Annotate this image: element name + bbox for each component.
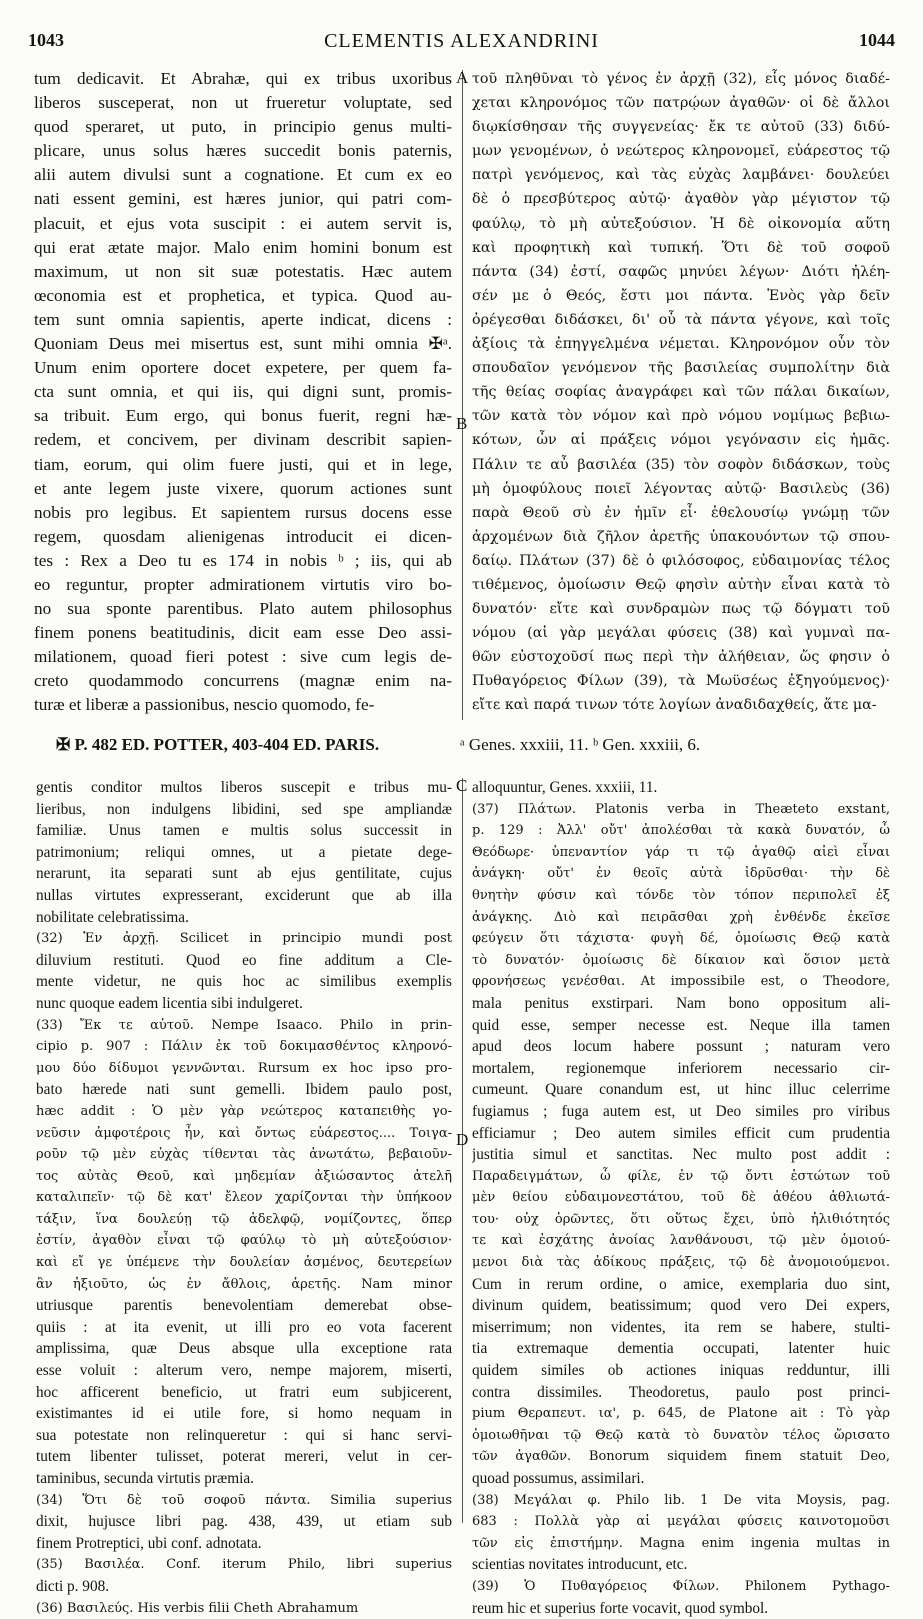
latin-text-line: tum dedicavit. Et Abrahæ, qui ex tribus uxoribus: [34, 69, 452, 88]
note-line: diluvium restituti. Quod eo fine additum a Cle-: [36, 951, 452, 969]
note-line: (38) Μεγάλαι φ. Philo lib. 1 De vita Moysis, pag.: [472, 1492, 890, 1508]
note-line: μου δύο δίδυμοι γεννῶνται. Rursum ex hoc ipso pro-: [36, 1060, 452, 1076]
note-line: utriusque parentis benevolentiam demerebat obse-: [36, 1297, 452, 1315]
latin-text-line: turæ et liberæ a passionibus, nescio quomodo, fe-: [34, 695, 375, 715]
greek-text-line: τιθέμενος, ὁμοίωσιν Θεῷ φησὶν αὐτὴν εἶναι κατὰ τὸ: [472, 576, 890, 593]
note-line: καὶ εἴ γε ὑπέμενε τὴν δουλείαν ἀσμένος, δευτερείων: [36, 1255, 452, 1271]
latin-text-line: tem sunt omnia sapientis, aperte indicat, dicens :: [34, 309, 452, 329]
note-line: nunc quoque eadem licentia sibi indulgeret.: [36, 994, 303, 1012]
note-line: nobilitate celebratissima.: [36, 908, 189, 926]
note-line: familiæ. Unus tamen e multis solus successit in: [36, 822, 452, 840]
greek-text-line: Πυθαγόρειος Φίλων (39), τὰ Μωϋσέως ἐξηγούμενος)·: [472, 673, 890, 690]
margin-marker-c: C: [456, 776, 468, 795]
latin-text-line: creto quodammodo concurrens (magnæ enim na-: [34, 671, 452, 691]
latin-text-line: qui erat ætate major. Malo enim homini bonum est: [34, 237, 452, 257]
latin-text-line: Quoniam Deus mei misertus est, sunt mihi omnia ✠ᵃ.: [34, 334, 452, 354]
note-line: καταλιπεῖν· τῷ δὲ κατ' ἔλεον χαρίζονται τὴν ὑπήκοον: [36, 1190, 452, 1206]
note-line: dixit, hujusce libri pag. 438, 439, ut etiam sub: [36, 1513, 452, 1531]
latin-text-line: plicare, unus solus hæres succedit bonis paternis,: [34, 141, 452, 161]
note-line: (33) Ἔκ τε αὐτοῦ. Nempe Isaaco. Philo in prin-: [36, 1017, 452, 1033]
note-line: miserrimum; non videntes, ita rem se habere, stulti-: [472, 1318, 890, 1336]
note-line: cipio p. 907 : Πάλιν ἐκ τοῦ δοκιμασθέντος κληρονό-: [36, 1039, 452, 1055]
note-line: alloquuntur, Genes. xxxiii, 11.: [472, 779, 658, 796]
note-line: gentis conditor multos liberos suscepit e tribus mu-: [36, 779, 452, 796]
greek-text-line: χεται κληρονόμος τῶν πατρῴων ἀγαθῶν· οἱ δὲ ἄλλοι: [472, 95, 890, 112]
latin-text-line: redem, et concivem, per divinam describit sapien-: [34, 430, 452, 450]
greek-text-line: φαύλῳ, τὸ μὴ αὐτεξούσιον. Ἡ δὲ οἰκονομία αὕτη: [472, 215, 890, 232]
note-line: (39) Ὁ Πυθαγόρειος Φίλων. Philonem Pythago-: [472, 1578, 890, 1594]
latin-text-line: et ante legem juste vixere, quorum actiones sunt: [34, 478, 452, 498]
greek-text-line: σέν με ὁ Θεός, ἔστι μοι πάντα. Ἑνὸς γὰρ δεῖν: [472, 287, 890, 304]
edition-reference: ✠ P. 482 ED. POTTER, 403-404 ED. PARIS.: [56, 735, 380, 754]
note-line: contra dissimiles. Theodoretus, paulo post princi-: [472, 1383, 890, 1401]
note-line: φρονήσεως γενέσθαι. At impossibile est, o Theodore,: [472, 974, 890, 990]
note-line: ὁμοιωθῆναι τῷ Θεῷ κατὰ τὸ δυνατὸν τέλος ὥρισατο: [472, 1427, 890, 1443]
note-line: hoc afficerent beneficio, ut fratri eum subjicerent,: [36, 1383, 452, 1401]
lower-column-divider: [462, 778, 463, 1523]
note-line: quid esse, semper necesse est. Neque illa tamen: [472, 1016, 890, 1034]
latin-text-line: tes : Rex a Deo tu es 174 in nobis ᵇ ; iis, qui ab: [34, 550, 452, 570]
greek-text-line: μων γενομένων, ὁ νεώτερος κληρονομεῖ, εὐάρεστος τῷ: [472, 143, 890, 160]
latin-text-line: finem ponens beatitudinis, dicit eam esse Deo assi-: [34, 623, 452, 643]
note-line: φεύγειν ὅτι τάχιστα· φυγὴ δέ, ὁμοίωσις Θεῷ κατὰ: [472, 931, 890, 947]
latin-translation-column: [34, 67, 452, 718]
greek-text-line: κότων, ὧν αἱ πράξεις νόμοι γεγόνασιν εἰς ἡμᾶς.: [472, 432, 890, 449]
latin-text-line: maximum, ut non sit suæ potestatis. Hæc autem: [34, 261, 452, 281]
greek-text-line: μὴ ὁμοφύλους ποιεῖ λέγοντας αὐτῷ· Βασιλεὺς (36): [472, 480, 890, 497]
note-line: του· οὐχ ὁρῶντες, ὅτι οὕτως ἔχει, ὑπὸ ἠλιθιότητός: [472, 1211, 890, 1227]
margin-marker-b: B: [456, 414, 468, 433]
note-line: justitia simul et sanctitas. Nec multo post addit :: [472, 1146, 890, 1164]
note-line: θνητὴν φύσιν καὶ τόνδε τὸν τόπον περιπολεῖ ἐξ: [472, 887, 890, 903]
note-line: τος αὐτὰς Θεοῦ, καὶ μηδεμίαν ἀξιώσαντος ἀτελῆ: [36, 1168, 452, 1184]
note-line: νεῦσιν ἀμφοτέροις ἦν, καὶ ὄντως εὐάρεστος.... Τοιγα-: [36, 1125, 452, 1141]
edition-footnote-bar: [40, 735, 883, 765]
note-line: Θεόδωρε· ὑπεναντίον γάρ τι τῷ ἀγαθῷ αἰεὶ εἶναι: [472, 844, 890, 860]
note-line: efficiamur ; Deo autem similes efficit cum prudentia: [472, 1124, 890, 1142]
note-line: p. 129 : Ἀλλ' οὔτ' ἀπολέσθαι τὰ κακὰ δυνατόν, ὦ: [472, 823, 890, 839]
note-line: nullas virtutes expresserant, exciderunt que ab illa: [36, 886, 452, 904]
note-line: 683 : Πολλὰ γὰρ αἱ μεγάλαι φύσεις καινοτομοῦσι: [472, 1514, 890, 1530]
greek-text-line: τοῦ πληθῦναι τὸ γένος ἐν ἀρχῇ (32), εἷς μόνος διαδέ-: [472, 71, 890, 87]
note-line: μὲν θείου εὐδαιμονεστάτου, τοῦ δὲ ἀθέου ἀθλιωτά-: [472, 1190, 890, 1206]
note-line: lieribus, non indulgens libidini, sed spe ampliandæ: [36, 800, 452, 818]
latin-text-line: eo reguntur, propter admirationem virtutis viro bo-: [34, 574, 452, 594]
note-line: pium Θεραπευτ. ια', p. 645, de Platone ait : Τὸ γὰρ: [472, 1406, 890, 1422]
note-line: hæc addit : Ὁ μὲν γὰρ νεώτερος καταπειθὴς γο-: [36, 1103, 452, 1119]
note-line: cumeunt. Quare conandum est, ut hinc illuc celerrime: [472, 1081, 890, 1099]
upper-column-divider: [462, 70, 463, 720]
note-line: divinum quidem, beatissimum; quod vero Dei expers,: [472, 1297, 890, 1315]
note-line: tia extremaque dementia occupati, latenter huic: [472, 1340, 890, 1358]
note-line: ροῦν τῷ μὲν εὐχὰς τίθενται τὰς ἀνωτάτω, βεβαιοῦν-: [36, 1147, 452, 1163]
note-line: τάξιν, ἵνα δουλεύῃ τῷ ἀδελφῷ, νομίζοντες, ὅπερ: [36, 1211, 452, 1227]
latin-text-line: sa tribuit. Eum ergo, qui bonus fuerit, regni hæ-: [34, 406, 452, 426]
greek-text-line: Πάλιν τε αὖ βασιλέα (35) τὸν σοφὸν διδάσκων, τοὺς: [472, 456, 890, 473]
note-line: nerarunt, ita separati sunt ab ejus gentilitate, cujus: [36, 865, 452, 883]
greek-text-line: δὲ ὁ πρεσβύτερος αὐτῷ· ἀγαθὸν γὰρ μέγιστον τῷ: [472, 191, 890, 208]
greek-text-line: τῶν κατὰ τὸν νόμον καὶ πρὸ νόμου νομίμως βεβιω-: [472, 408, 890, 425]
greek-text-line: σπουδαῖον γενόμενον τῆς βασιλείας συμπολίτην διὰ: [472, 360, 890, 377]
greek-text-line: εἴτε καὶ παρά τινων τότε λογίων ἀναδιδαχθείς, ἅτε μα-: [472, 697, 877, 714]
running-title: CLEMENTIS ALEXANDRINI: [324, 30, 599, 52]
latin-text-line: nati essent gemini, est hæres junior, qui patri com-: [34, 189, 452, 209]
latin-text-line: cta sunt omnia, et qui iis, qui digni sunt, promis-: [34, 382, 452, 402]
note-line: dicti p. 908.: [36, 1577, 110, 1595]
greek-text-column: [472, 67, 890, 718]
greek-text-line: διῳκίσθησαν τῆς συγγενείας· ἔκ τε αὐτοῦ (33) διδύ-: [472, 119, 890, 136]
latin-text-line: placuit, et ejus vota suscipit : ei autem servit is,: [34, 213, 452, 233]
note-line: (32) Ἐν ἀρχῇ. Scilicet in principio mundi post: [36, 931, 452, 947]
scripture-references: ᵃ Genes. xxxiii, 11. ᵇ Gen. xxxiii, 6.: [460, 735, 701, 754]
page-header: [20, 30, 903, 62]
note-line: amplissima, quæ Deus absque ulla exceptione rata: [36, 1340, 452, 1358]
greek-text-line: πατρὶ γενόμενος, καὶ τὰς εὐχὰς λαμβάνει· δουλεύει: [472, 167, 890, 184]
latin-text-line: nobis pro legibus. Et sapientem rursus docens esse: [34, 502, 452, 522]
margin-marker-a: A: [456, 68, 469, 87]
latin-text-line: milationem, quoad fieri potest : sive cum legis de-: [34, 647, 452, 667]
greek-text-line: ἀξίοις τὰ ἐπηγγελμένα νέμεται. Κληρονόμον οὖν τὸν: [472, 336, 890, 353]
latin-text-line: liberos susceperat, non ut frueretur voluptate, sed: [34, 93, 452, 113]
note-line: finem Protreptici, ubi conf. adnotata.: [36, 1534, 262, 1552]
latin-text-line: quod speraret, ut puto, in principio genus multi-: [34, 117, 452, 137]
note-line: ἀνάγκη· οὔτ' ἐν θεοῖς αὐτὰ ἱδρῦσθαι· τὴν δὲ: [472, 866, 890, 882]
greek-text-line: ὀρέγεσθαι διδάσκει, δι' οὗ τὰ πάντα γέγονε, καὶ τοῖς: [472, 311, 890, 328]
note-line: τε καὶ ἐσχάτης ἀνοίας λανθάνουσι, τῷ μὲν ὁμοιού-: [472, 1233, 890, 1249]
greek-text-line: παρὰ Θεοῦ σὺ ἐν ἡμῖν εἶ· ἐθελουσίῳ γνώμῃ τῶν: [472, 504, 890, 521]
latin-text-line: œconomia est et prophetica, et typica. Quod au-: [34, 285, 452, 305]
note-line: ἀνάγκης. Διὸ καὶ πειρᾶσθαι χρὴ ἐνθένδε ἐκεῖσε: [472, 909, 890, 925]
note-line: (37) Πλάτων. Platonis verba in Theæteto exstant,: [472, 801, 890, 817]
notes-right-column: [472, 777, 890, 1619]
note-line: (34) Ὅτι δὲ τοῦ σοφοῦ πάντα. Similia superius: [36, 1492, 452, 1508]
note-line: Cum in rerum ordine, o amice, exemplaria duo sint,: [472, 1275, 890, 1293]
latin-text-line: alii autem divulsi sunt a cognatione. Et cum ex eo: [34, 165, 452, 185]
latin-text-line: Unum enim oportere docet expetere, per quem fa-: [34, 358, 452, 378]
note-line: quiis : at ita evenit, ut illi pro eo vota facerent: [36, 1318, 452, 1336]
note-line: ἂν ἠξιοῦτο, ὡς ἐν ἄθλοις, ἀρετῆς. Nam minor: [36, 1276, 452, 1292]
note-line: bato hærede nati sunt gemelli. Ibidem paulo post,: [36, 1081, 452, 1099]
note-line: (36) Βασιλεύς. His verbis filii Cheth Abrahamum: [36, 1600, 359, 1616]
note-line: ἐστίν, ἀγαθὸν εἶναι τῷ φαύλῳ τὸ μὴ αὐτεξούσιον·: [36, 1233, 452, 1249]
note-line: Παραδειγμάτων, ὦ φίλε, ἐν τῷ ὄντι ἑστώτων τοῦ: [472, 1168, 890, 1184]
note-line: tutem libenter tulisset, poterat mereri, velut in cer-: [36, 1448, 452, 1466]
note-line: τῶν ἀγαθῶν. Bonorum siquidem finem statuit Deo,: [472, 1449, 890, 1465]
greek-text-line: δαίῳ. Πλάτων (37) δὲ ὁ φιλόσοφος, εὐδαιμονίας τέλος: [472, 552, 890, 569]
notes-left-column: [36, 777, 452, 1619]
note-line: quidem similes ob actiones iniquas redduntur, illi: [472, 1362, 890, 1380]
greek-text-line: καὶ προφητικὴ καὶ τυπική. Ὅτι δὲ τοῦ σοφοῦ: [472, 239, 890, 256]
left-page-number: 1043: [28, 30, 64, 50]
margin-marker-d: D: [456, 1130, 469, 1149]
greek-text-line: θῶν εὐστοχοῦσί πως περὶ τὴν ἀλήθειαν, ὥς φησιν ὁ: [472, 649, 890, 666]
note-line: τὸ δυνατόν· ὁμοίωσις δὲ δίκαιον καὶ ὅσιον μετὰ: [472, 952, 890, 968]
note-line: taminibus, secunda virtutis præmia.: [36, 1470, 254, 1487]
greek-text-line: πάντα (34) ἐστί, σαφῶς μηνύει λέγων· Διότι ἠλέη-: [472, 263, 890, 280]
note-line: apud deos locum habere possunt ; naturam vero: [472, 1038, 890, 1056]
note-line: patrimonium; reliqui omnes, ut a pietate dege-: [36, 843, 452, 861]
note-line: esse voluit : alterum vero, nempe majorem, miserti,: [36, 1362, 452, 1380]
note-line: (35) Βασιλέα. Conf. iterum Philo, libri superius: [36, 1557, 452, 1573]
latin-text-line: no sua sponte parentibus. Plato autem philosophus: [34, 599, 452, 619]
note-line: scientias novitates introducunt, etc.: [472, 1556, 688, 1574]
note-line: μενοι διὰ τὰς ἀδίκους πράξεις, τῷ δὲ ἀνομοιούμενοι.: [472, 1255, 890, 1271]
right-page-number: 1044: [859, 30, 895, 50]
note-line: sua potestate non relinqueretur : qui si hanc servi-: [36, 1426, 452, 1444]
note-line: fugiamus ; fuga autem est, ut Deo similes pro viribus: [472, 1102, 890, 1120]
latin-text-line: regem, quosdam alienigenas introducit ei dicen-: [34, 526, 452, 546]
note-line: quoad possumus, assimilari.: [472, 1470, 645, 1487]
latin-text-line: tiam, eorum, qui olim fuere justi, qui et in lege,: [34, 454, 452, 474]
greek-text-line: ἀρχομένων διὰ ζῆλον ἀρετῆς ὑπακουόντων τῷ σπου-: [472, 528, 890, 545]
greek-text-line: δυνατόν· εἴτε καὶ συνδραμὼν πως τῷ δόγματι τοῦ: [472, 601, 890, 618]
note-line: mortalem, regionemque inferiorem necessario cir-: [472, 1059, 890, 1077]
note-line: mente videtur, ne quis hoc ac similibus exemplis: [36, 973, 452, 991]
greek-text-line: νόμου (αἱ γὰρ μεγάλαι φύσεις (38) καὶ γυμναὶ πα-: [472, 625, 890, 642]
note-line: reum hic et superius forte vocavit, quod symbol.: [472, 1599, 769, 1617]
note-line: existimantes id ei utile fore, si homo nequam in: [36, 1405, 452, 1423]
note-line: mala penitus exstirpari. Nam bono oppositum ali-: [472, 994, 890, 1012]
greek-text-line: τῆς θείας σοφίας ἀναγράφει καὶ τῶν πάλαι δικαίων,: [472, 384, 890, 401]
note-line: τῶν εἰς ἐπιστήμην. Magna enim ingenia multas in: [472, 1535, 890, 1551]
